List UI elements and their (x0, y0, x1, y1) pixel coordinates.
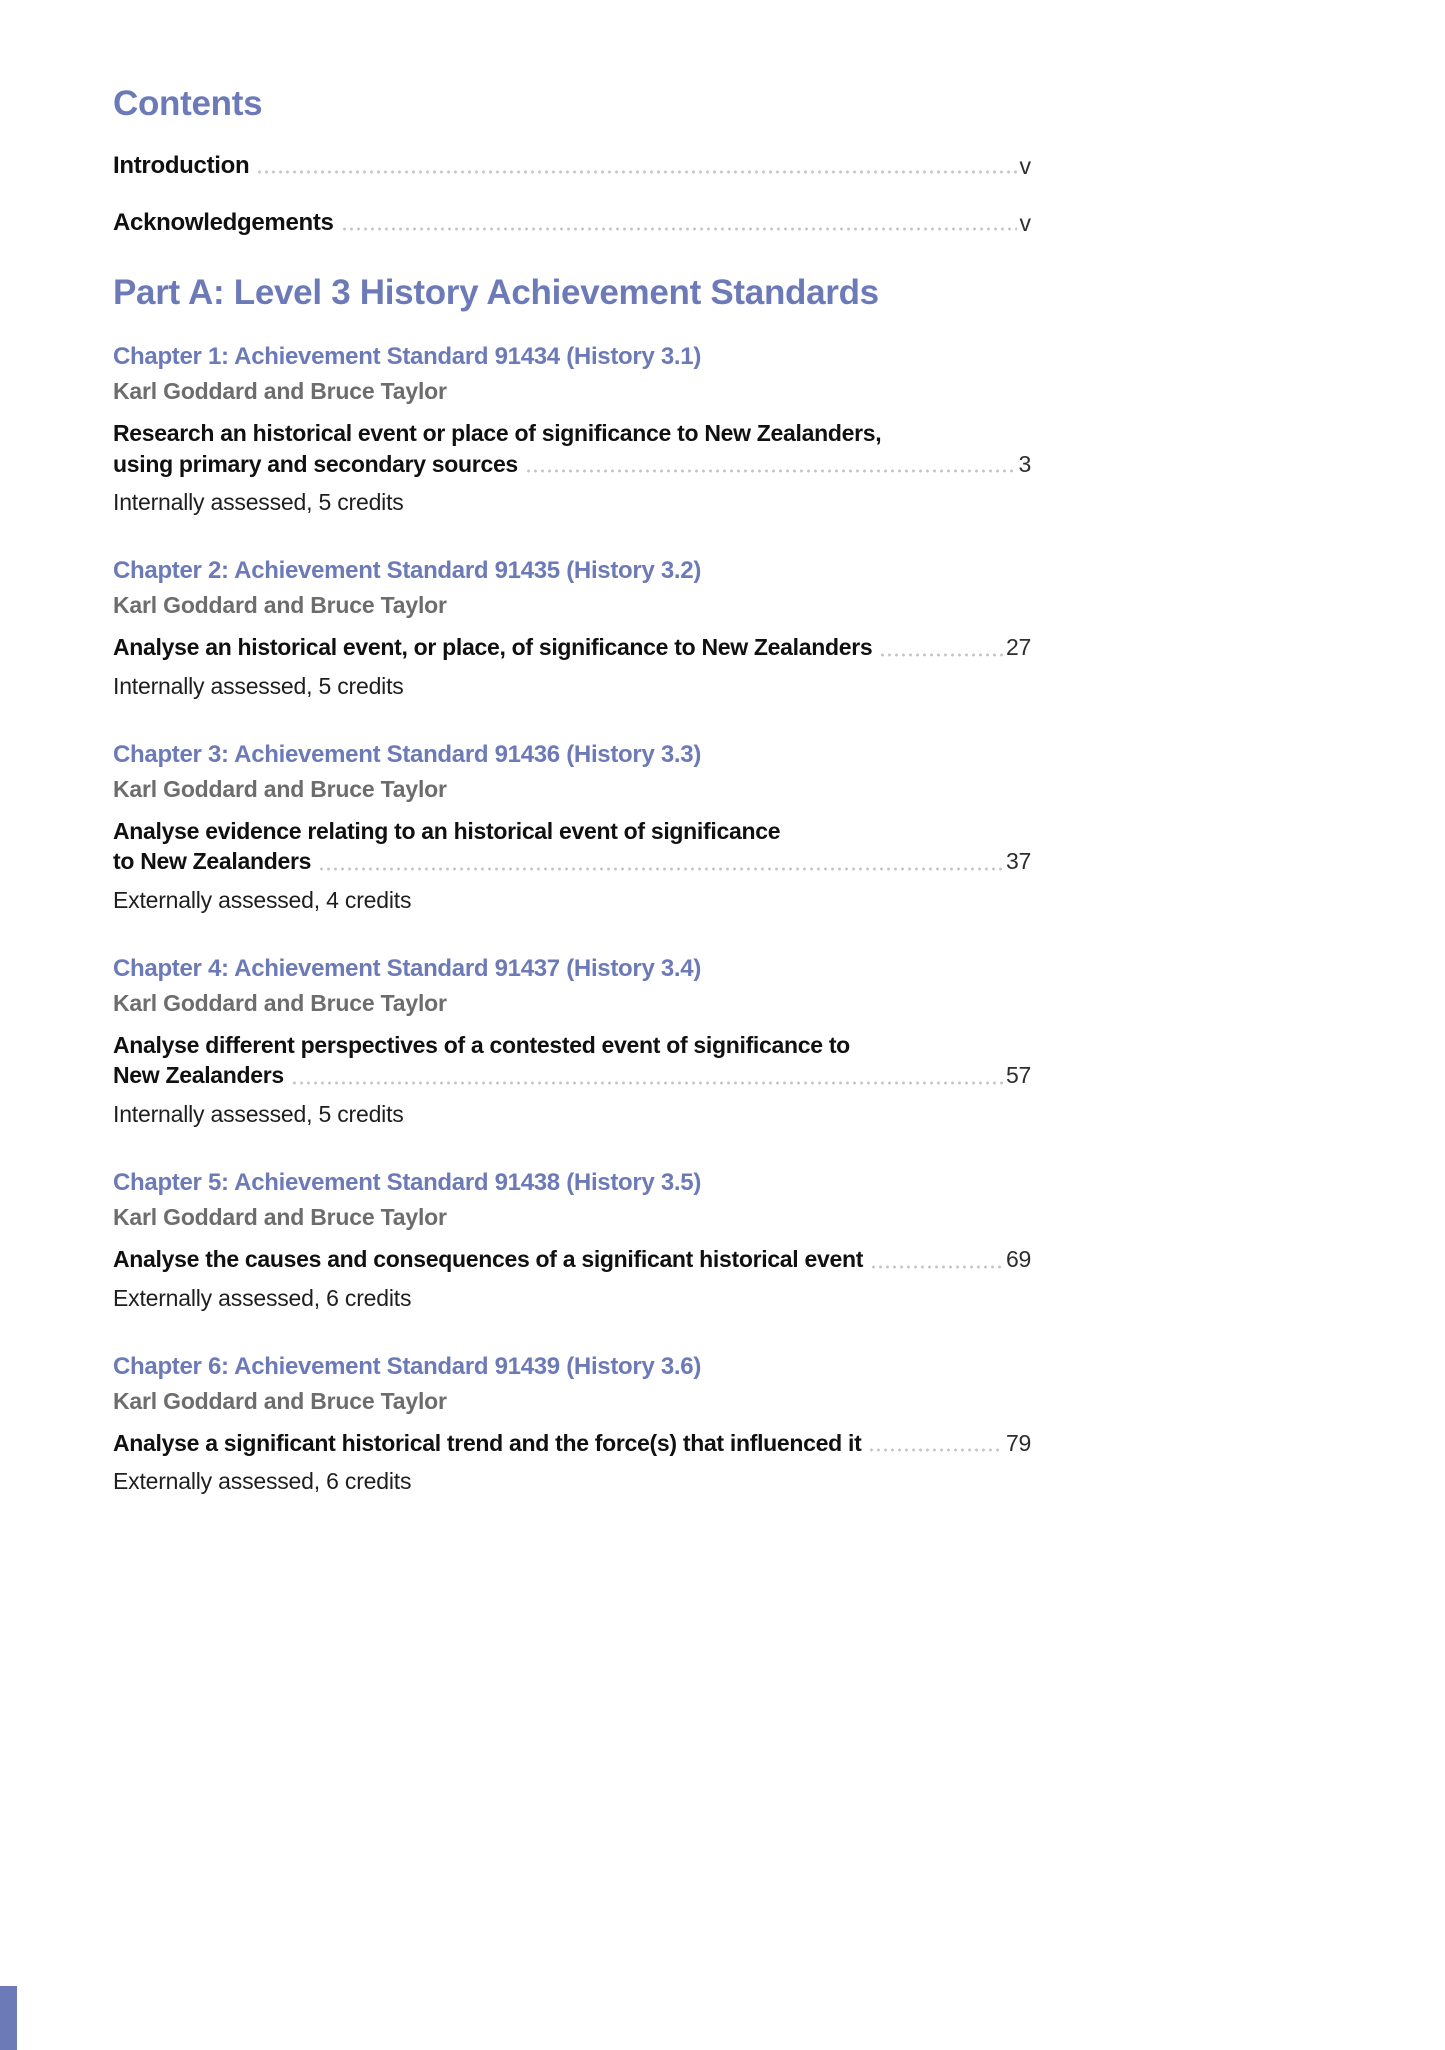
toc-page-number: v (1019, 210, 1031, 236)
chapter-title: Chapter 3: Achievement Standard 91436 (History 3.3) (113, 740, 702, 768)
desc-leader-row (113, 449, 1031, 480)
page-title: Contents (113, 84, 263, 123)
chapter-description (113, 1030, 1031, 1091)
page-edge-tab (0, 1986, 17, 2050)
chapter-authors: Karl Goddard and Bruce Taylor (113, 1204, 447, 1231)
chapter-page-number: 3 (1018, 450, 1031, 477)
chapter-entry-2 (113, 557, 1031, 700)
chapter-assessment: Externally assessed, 6 credits (113, 1468, 412, 1495)
chapter-entry-5 (113, 1169, 1031, 1312)
chapter-entry-6 (113, 1353, 1031, 1496)
chapter-assessment: Externally assessed, 6 credits (113, 1284, 412, 1311)
chapter-page-number: 27 (1006, 634, 1031, 661)
chapter-page-number: 37 (1006, 848, 1031, 875)
chapter-description-line2: Analyse the causes and consequences of a significant historical event (113, 1246, 864, 1273)
part-a-heading: Part A: Level 3 History Achievement Standards (113, 273, 879, 312)
chapter-assessment: Internally assessed, 5 credits (113, 672, 404, 699)
desc-leader-row (113, 1244, 1031, 1275)
chapter-authors: Karl Goddard and Bruce Taylor (113, 775, 447, 802)
dot-leader (291, 1081, 1003, 1085)
chapter-entry-4 (113, 955, 1031, 1128)
dot-leader (879, 653, 1003, 657)
chapter-description-line1: Analyse different perspectives of a contested event of significance to (113, 1031, 850, 1058)
chapter-authors: Karl Goddard and Bruce Taylor (113, 378, 447, 404)
chapter-authors: Karl Goddard and Bruce Taylor (113, 989, 447, 1016)
chapter-description-line2: Analyse a significant historical trend and the force(s) that influenced it (113, 1429, 862, 1456)
chapter-description-line1: Analyse evidence relating to an historical event of significance (113, 817, 781, 844)
chapter-authors: Karl Goddard and Bruce Taylor (113, 592, 447, 619)
desc-leader-row (113, 1060, 1031, 1091)
toc-page-content (113, 84, 1031, 1536)
chapter-description-line2: using primary and secondary sources (113, 450, 518, 477)
chapter-description-line2: to New Zealanders (113, 848, 312, 875)
toc-entry-label: Introduction (113, 152, 250, 179)
dot-leader (525, 469, 1016, 473)
chapter-page-number: 57 (1006, 1062, 1031, 1089)
dot-leader (256, 170, 1016, 174)
desc-leader-row (113, 632, 1031, 663)
chapter-title: Chapter 2: Achievement Standard 91435 (History 3.2) (113, 557, 702, 585)
chapter-title: Chapter 6: Achievement Standard 91439 (History 3.6) (113, 1352, 702, 1380)
chapter-assessment: Externally assessed, 4 credits (113, 886, 412, 913)
chapter-title: Chapter 5: Achievement Standard 91438 (History 3.5) (113, 1169, 702, 1197)
dot-leader (870, 1265, 1003, 1269)
chapter-page-number: 69 (1006, 1246, 1031, 1273)
chapter-description (113, 816, 1031, 877)
chapter-description-line2: New Zealanders (113, 1062, 284, 1089)
toc-entry-acknowledgements (113, 209, 1031, 237)
toc-page-number: v (1019, 153, 1031, 179)
dot-leader (318, 867, 1003, 871)
chapter-assessment: Internally assessed, 5 credits (113, 1101, 404, 1128)
chapter-title: Chapter 4: Achievement Standard 91437 (History 3.4) (113, 954, 702, 982)
chapter-description (113, 632, 1031, 663)
toc-entry-label: Acknowledgements (113, 209, 334, 236)
chapter-description-line1: Research an historical event or place of significance to New Zealanders, (113, 420, 882, 446)
chapter-title: Chapter 1: Achievement Standard 91434 (History 3.1) (113, 343, 702, 370)
chapter-assessment: Internally assessed, 5 credits (113, 489, 404, 516)
chapter-entry-3 (113, 741, 1031, 914)
toc-entry-introduction (113, 152, 1031, 180)
desc-leader-row (113, 1428, 1031, 1459)
chapter-authors: Karl Goddard and Bruce Taylor (113, 1387, 447, 1414)
chapter-entry-1 (113, 343, 1031, 516)
dot-leader (868, 1448, 1003, 1452)
dot-leader (341, 227, 1017, 231)
chapter-page-number: 79 (1006, 1429, 1031, 1456)
desc-leader-row (113, 846, 1031, 877)
chapter-description (113, 1244, 1031, 1275)
chapter-description (113, 418, 1031, 479)
chapter-description-line2: Analyse an historical event, or place, of significance to New Zealanders (113, 634, 873, 661)
chapter-description (113, 1428, 1031, 1459)
